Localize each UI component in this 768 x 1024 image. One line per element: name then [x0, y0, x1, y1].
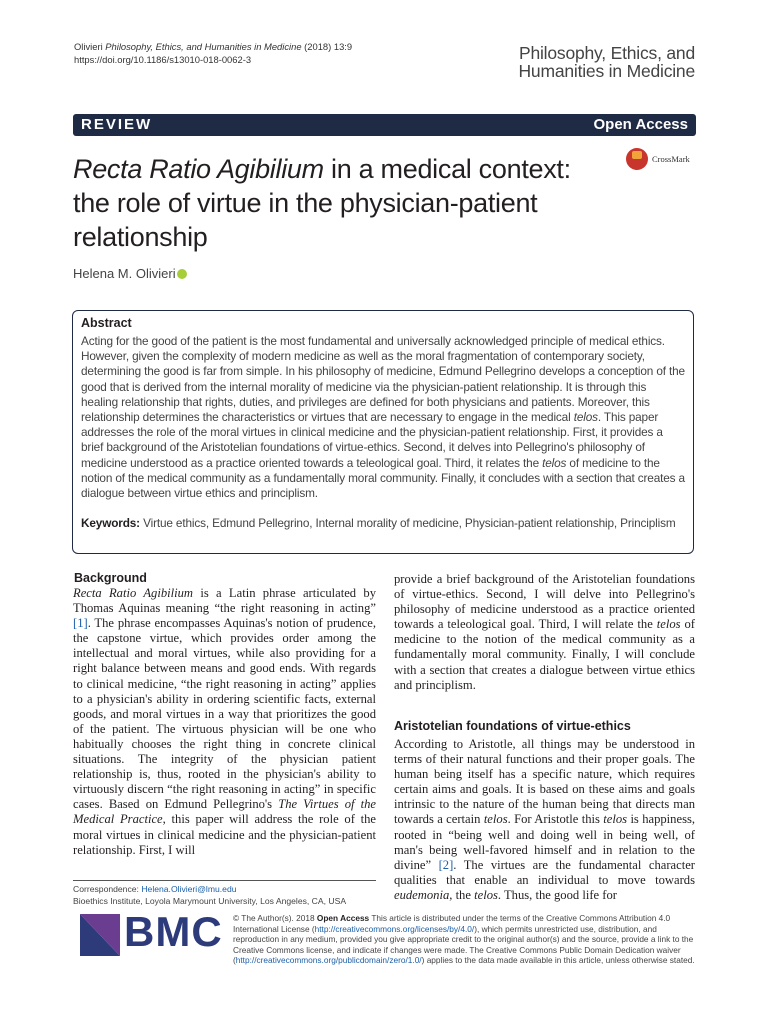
abstract-telos: telos — [542, 455, 567, 470]
title-line1 — [73, 152, 633, 186]
body-text: is happiness, rooted in “being well and doing well in being well, of man's being well-favored himself and in relation to the divine” — [394, 812, 696, 872]
license-open-access: Open Access — [316, 913, 370, 923]
abstract-heading: Abstract — [81, 316, 132, 330]
article-title — [73, 152, 633, 254]
aristotelian-paragraph — [394, 737, 695, 903]
citation-journal: Philosophy, Ethics, and Humanities in Medicine — [105, 41, 302, 52]
background-paragraph — [73, 586, 376, 858]
body-text: . Thus, the good life for — [497, 887, 617, 902]
license-part: © The Author(s). 2018 — [233, 913, 317, 923]
crossmark-icon — [626, 148, 648, 170]
license-part: ), which permits unrestricted use, distribution, and reproduction in any medium, provided you give appropriate credit to the original author(s) and the source, provide a link to the Creative Commons license, and indicate if changes were made. The Creative Commons Public Domain Dedication waiver ( — [233, 923, 694, 966]
orcid-icon[interactable] — [177, 269, 187, 279]
citation-block — [74, 40, 352, 66]
correspondence-line — [73, 883, 346, 895]
body-text: . For Aristotle this — [507, 812, 604, 827]
telos-term: telos — [474, 887, 498, 902]
citation-year-vol: (2018) 13:9 — [304, 41, 353, 52]
article-type-label: REVIEW — [81, 116, 153, 133]
correspondence-label: Correspondence: — [73, 884, 142, 894]
body-text: , this paper will address the role of the moral virtues in clinical medicine and the physician-patient relationship. First, I will — [73, 812, 376, 857]
correspondence-block — [73, 883, 346, 907]
reference-link[interactable]: [2] — [438, 857, 454, 872]
telos-term: telos — [483, 812, 508, 827]
crossmark-label: CrossMark — [652, 154, 690, 164]
telos-term: telos — [603, 812, 628, 827]
article-type-banner — [73, 114, 696, 136]
citation-author: Olivieri — [74, 41, 103, 52]
keywords-label: Keywords: — [81, 516, 140, 530]
body-text: . The phrase encompasses Aquinas's notion of prudence, the capstone virtue, which provides order among the intellectual and moral virtues, while also providing for a right balance between means and good ends. With regards to clinical medicine, “the right reasoning in acting” applies to a physician's ability in ordering scientific facts, external goods, and moral virtues in a way that prioritizes the good of the patient. The virtuous physician will be one who habitually chooses the right thing in concrete clinical situations. The integrity of the physician patient relationship is, thus, rooted in the physician's ability to virtuously discern “the right reasoning in acting” in specific cases. Based on Edmund Pellegrino's — [73, 616, 376, 812]
crossmark-badge[interactable] — [626, 147, 700, 173]
keywords-list: Virtue ethics, Edmund Pellegrino, Internal morality of medicine, Physician-patient relationship, Principlism — [139, 516, 676, 530]
citation-line — [74, 40, 352, 53]
intro-continuation — [394, 572, 695, 693]
eudemonia-term: eudemonia — [394, 887, 450, 902]
keywords — [81, 516, 685, 531]
title-line2: the role of virtue in the physician-patient — [73, 188, 538, 218]
license-link[interactable]: http://creativecommons.org/publicdomain/zero/1.0/ — [235, 955, 422, 966]
aristotelian-heading: Aristotelian foundations of virtue-ethics — [394, 719, 631, 733]
license-text — [233, 913, 703, 966]
journal-name-line2: Humanities in Medicine — [518, 61, 695, 81]
title-line1-rest: in a medical context: — [323, 154, 571, 184]
bmc-logo-text: BMC — [124, 908, 223, 955]
bmc-logo-icon — [80, 914, 120, 956]
license-part: ) applies to the data made available in this article, unless otherwise stated. — [421, 955, 695, 966]
body-text: provide a brief background of the Aristotelian foundations of virtue-ethics. Second, I will delve into Pellegrino's philosophy of medicine understood as a practice oriented towards a teleological goal. Third, I will relate the — [394, 572, 695, 632]
telos-term: telos — [656, 617, 681, 632]
footnote-divider — [73, 880, 376, 881]
doi-link[interactable]: https://doi.org/10.1186/s13010-018-0062-3 — [74, 54, 252, 65]
abstract-telos: telos — [573, 410, 598, 425]
license-link[interactable]: http://creativecommons.org/licenses/by/4.0/ — [314, 923, 475, 934]
abstract-text-part: of medicine to the notion of the medical community as a fundamentally moral community. Finally, it concludes with a section that creates a dialogue between virtue ethics and principlism. — [81, 455, 685, 501]
body-text: , the — [449, 887, 475, 902]
background-heading: Background — [74, 571, 147, 585]
bmc-logo — [80, 908, 223, 962]
abstract-text-part: Acting for the good of the patient is the most fundamental and universally acknowledged principle of medical ethics. However, given the complexity of modern medicine as well as the moral fragmentation of contemporary society, determining the good is far from simple. In his philosophy of medicine, Edmund Pellegrino develops a conception of the good that is derived from the internal morality of medicine via the physician-patient relationship. It is through this healing relationship that rights, duties, and privileges are defined for both physicians and patients. Moreover, this relationship determines the characteristics or virtues that are necessary to engage in the medical — [81, 334, 685, 425]
journal-name — [518, 44, 695, 80]
affiliation: Bioethics Institute, Loyola Marymount University, Los Angeles, CA, USA — [73, 896, 347, 906]
title-italic: Recta Ratio Agibilium — [73, 154, 324, 184]
license-part: This article is distributed under the terms of the Creative Commons Attribution 4.0 International License ( — [233, 913, 671, 934]
body-text: According to Aristotle, all things may be understood in terms of their natural functions and their proper goals. The human being itself has a specific nature, which requires certain aims and goals. It is based on these aims and goals intrinsic to the nature of the human being that directs man towards a certain — [394, 737, 695, 827]
body-text: is a Latin phrase articulated by Thomas Aquinas meaning “the right reasoning in acting” — [73, 586, 377, 616]
author-name: Helena M. Olivieri — [73, 266, 176, 281]
title-line3: relationship — [73, 222, 208, 252]
book-title: The Virtues of the Medical Practice — [73, 797, 376, 827]
body-text: . The virtues are the fundamental character qualities that enable an individual to move towards — [394, 857, 695, 887]
body-text: of medicine to the notion of the medical community as a fundamentally moral community. Finally, I will conclude with a section that creates a dialogue between virtue ethics and principlism. — [394, 617, 696, 692]
author-line — [73, 266, 187, 281]
abstract-text — [81, 334, 685, 501]
reference-link[interactable]: [1] — [73, 616, 88, 631]
open-access-label: Open Access — [593, 116, 688, 133]
abstract-text-part: . This paper addresses the role of the moral virtues in clinical medicine and the physician-patient relationship. First, it provides a brief background of the Aristotelian foundations of virtue-ethics. Second, it delves into Pellegrino's philosophy of medicine understood as a practice oriented towards a teleological goal. Third, it relates the — [81, 410, 663, 470]
journal-name-line1: Philosophy, Ethics, and — [518, 43, 695, 63]
correspondence-email[interactable]: Helena.Olivieri@lmu.edu — [141, 884, 237, 894]
latin-phrase: Recta Ratio Agibilium — [73, 586, 194, 600]
